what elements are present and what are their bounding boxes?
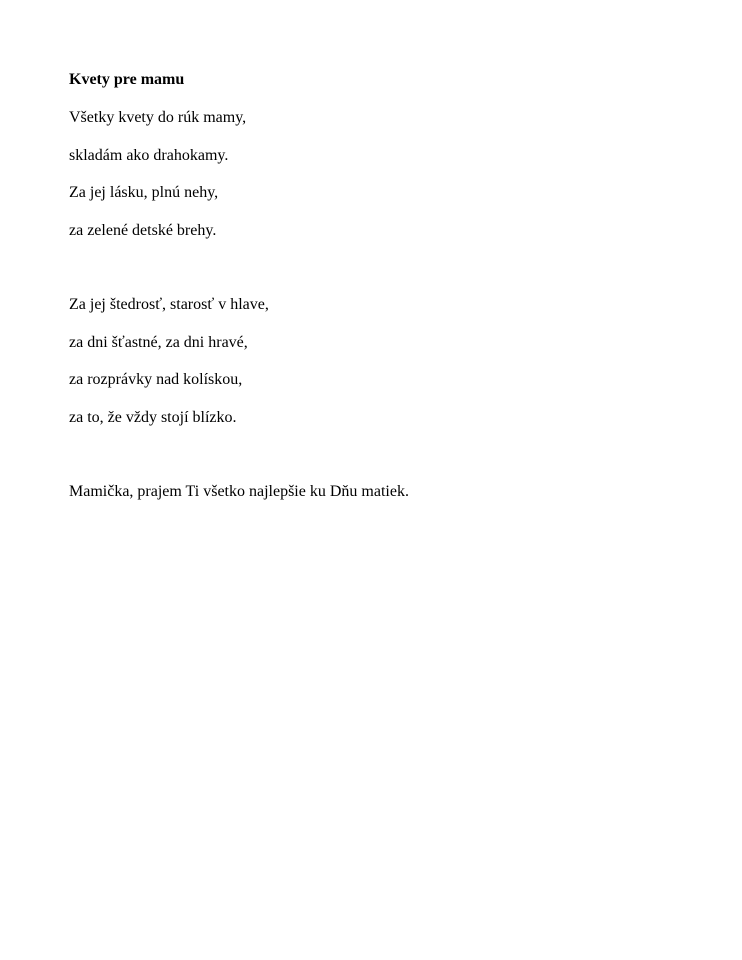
poem-line: za to, že vždy stojí blízko. bbox=[69, 408, 237, 426]
dedication-line: Mamička, prajem Ti všetko najlepšie ku Dňu matiek. bbox=[69, 483, 409, 500]
poem-line: za rozprávky nad kolískou, bbox=[69, 371, 243, 388]
stanza-gap bbox=[69, 445, 689, 482]
dedication bbox=[69, 482, 689, 502]
poem-title: Kvety pre mamu bbox=[69, 71, 185, 88]
poem-line: Všetky kvety do rúk mamy, bbox=[69, 109, 247, 126]
poem-line: za dni šťastné, za dni hravé, bbox=[69, 333, 248, 351]
poem-line: Za jej lásku, plnú nehy, bbox=[69, 184, 219, 201]
poem-line: Za jej štedrosť, starosť v hlave, bbox=[69, 296, 269, 313]
poem-line: skladám ako drahokamy. bbox=[69, 146, 229, 164]
stanza-gap bbox=[69, 258, 689, 295]
poem-line: za zelené detské brehy. bbox=[69, 221, 217, 239]
stanza-2 bbox=[69, 295, 689, 428]
poem-body bbox=[69, 70, 689, 520]
stanza-1 bbox=[69, 108, 689, 241]
